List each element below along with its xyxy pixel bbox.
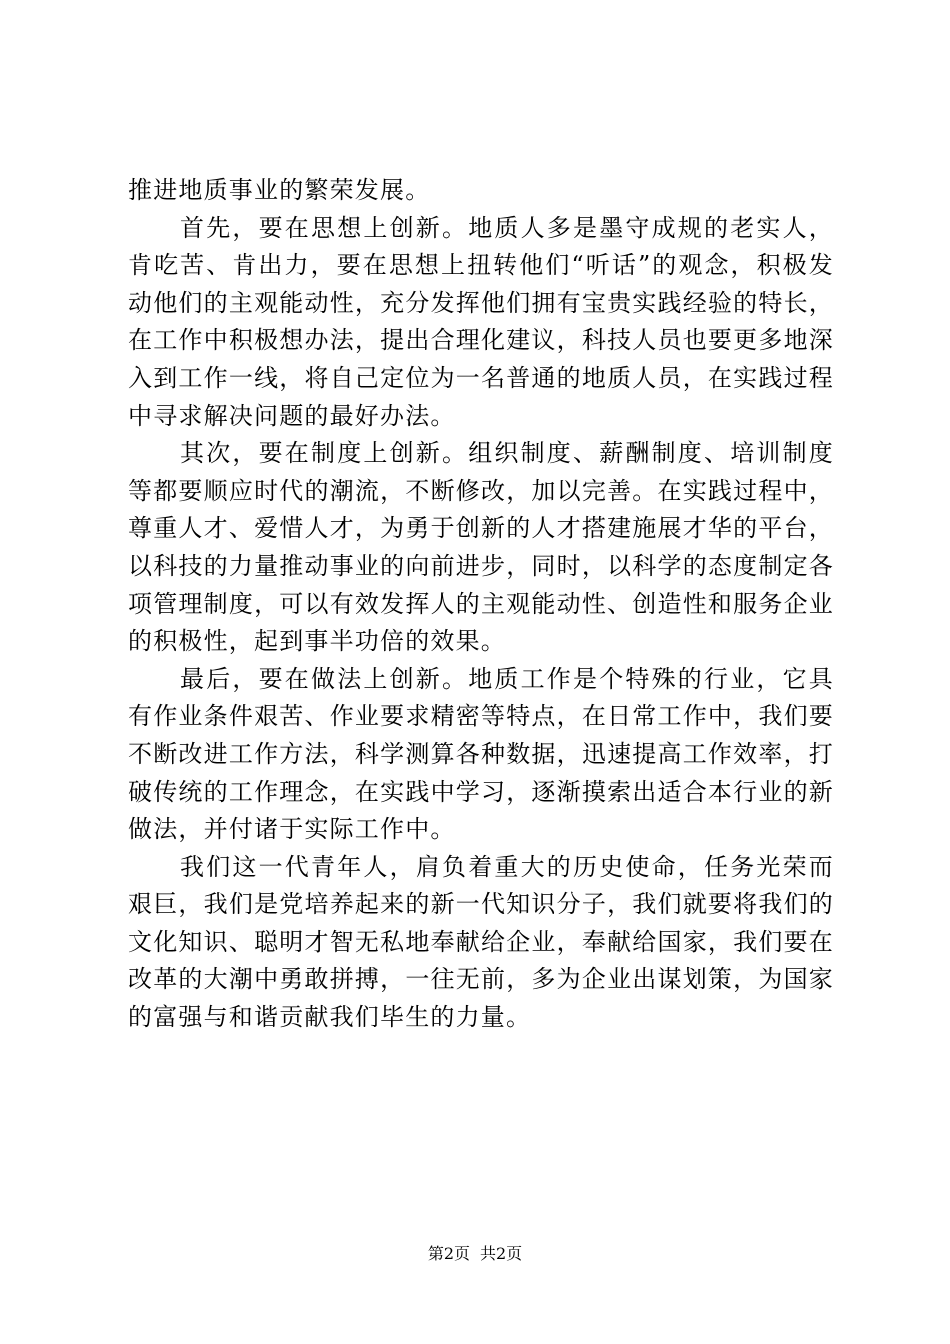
paragraph: 我们这一代青年人，肩负着重大的历史使命，任务光荣而艰巨，我们是党培养起来的新一代知识分子，我们就要将我们的文化知识、聪明才智无私地奉献给企业，奉献给国家，我们要在改革的大潮中勇敢拼搏，一往无前，多为企业出谋划策，为国家的富强与和谐贡献我们毕生的力量。 — [128, 852, 834, 1032]
paragraph: 首先，要在思想上创新。地质人多是墨守成规的老实人，肯吃苦、肯出力，要在思想上扭转他们“听话”的观念，积极发动他们的主观能动性，充分发挥他们拥有宝贵实践经验的特长，在工作中积极想办法，提出合理化建议，科技人员也要更多地深入到工作一线，将自己定位为一名普通的地质人员，在实践过程中寻求解决问题的最好办法。 — [128, 213, 834, 430]
page-footer — [0, 1244, 950, 1264]
paragraph: 其次，要在制度上创新。组织制度、薪酬制度、培训制度等都要顺应时代的潮流，不断修改，加以完善。在实践过程中，尊重人才、爱惜人才，为勇于创新的人才搭建施展才华的平台，以科技的力量推动事业的向前进步，同时，以科学的态度制定各项管理制度，可以有效发挥人的主观能动性、创造性和服务企业的积极性，起到事半功倍的效果。 — [128, 439, 834, 656]
document-body — [128, 172, 834, 1037]
paragraph: 推进地质事业的繁荣发展。 — [128, 176, 431, 204]
paragraph: 最后，要在做法上创新。地质工作是个特殊的行业，它具有作业条件艰苦、作业要求精密等特点，在日常工作中，我们要不断改进工作方法，科学测算各种数据，迅速提高工作效率，打破传统的工作理念，在实践中学习，逐渐摸索出适合本行业的新做法，并付诸于实际工作中。 — [128, 664, 834, 844]
page-total: 共2页 — [480, 1244, 523, 1263]
page-number: 第2页 — [427, 1244, 470, 1263]
